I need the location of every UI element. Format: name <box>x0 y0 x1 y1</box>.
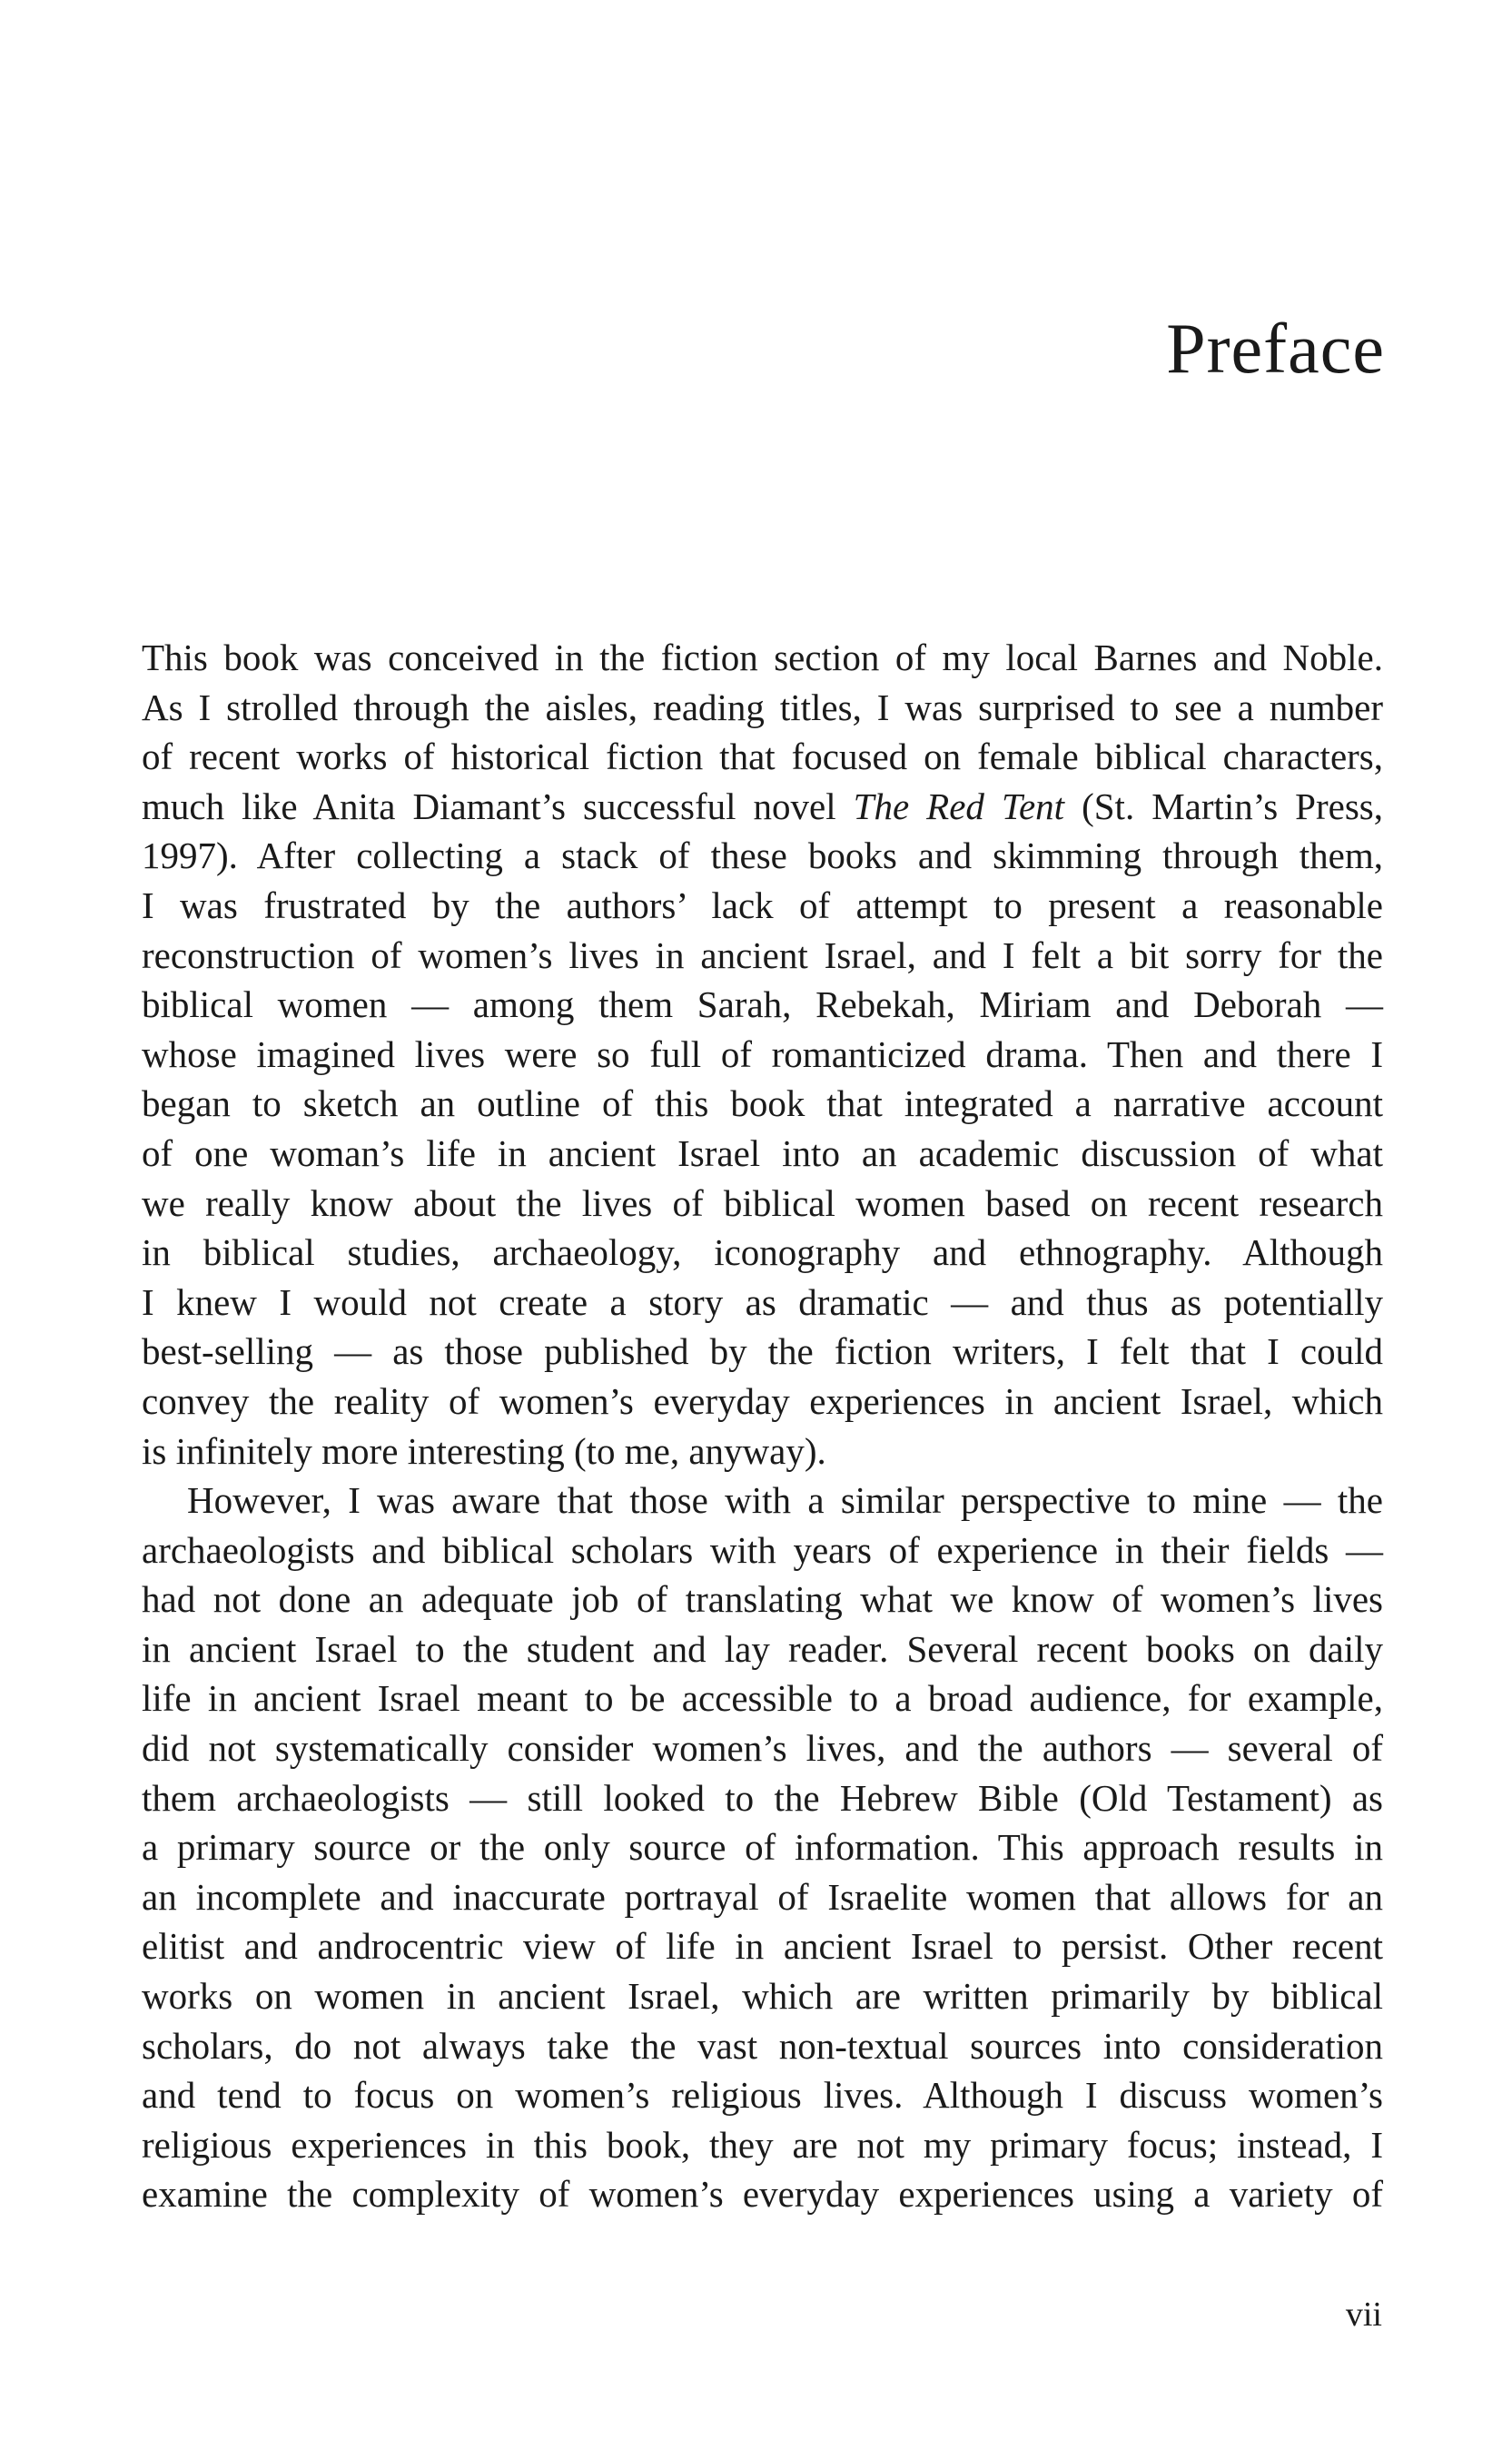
text-line: This book was conceived in the fiction section of my local Barnes and Noble. <box>142 637 1383 678</box>
text-run: (St. Martin’s Press, <box>1064 785 1383 827</box>
text-line: a primary source or the only source of information. This approach results in <box>142 1826 1383 1869</box>
text-line: whose imagined lives were so full of romanticized drama. Then and there I <box>142 1032 1383 1075</box>
text-line: biblical women — among them Sarah, Rebekah, Miriam and Deborah — <box>142 983 1383 1026</box>
text-line: began to sketch an outline of this book that integrated a narrative account <box>142 1082 1383 1125</box>
text-line: best-selling — as those published by the fiction writers, I felt that I could <box>142 1330 1383 1373</box>
text-line: them archaeologists — still looked to the Hebrew Bible (Old Testament) as <box>142 1776 1383 1819</box>
text-line: life in ancient Israel meant to be accessible to a broad audience, for example, <box>142 1677 1383 1720</box>
paragraph-1 <box>142 633 1383 1476</box>
text-line: in ancient Israel to the student and lay reader. Several recent books on daily <box>142 1627 1383 1670</box>
text-line: is infinitely more interesting (to me, anyway). <box>142 1429 826 1472</box>
text-line: had not done an adequate job of translating what we know of women’s lives <box>142 1578 1383 1621</box>
body-text <box>142 633 1383 2219</box>
text-line: did not systematically consider women’s lives, and the authors — several of <box>142 1727 1383 1770</box>
text-line: scholars, do not always take the vast non-textual sources into consideration <box>142 2024 1383 2067</box>
text-line: I was frustrated by the authors’ lack of attempt to present a reasonable <box>142 884 1383 926</box>
text-line <box>142 782 1383 832</box>
text-line: works on women in ancient Israel, which are written primarily by biblical <box>142 1975 1383 2018</box>
page-number: vii <box>1345 2296 1382 2334</box>
text-run: much like Anita Diamant’s successful novel <box>142 785 854 827</box>
text-line: of one woman’s life in ancient Israel into an academic discussion of what <box>142 1131 1383 1174</box>
text-line: an incomplete and inaccurate portrayal of Israelite women that allows for an <box>142 1875 1383 1918</box>
text-line: in biblical studies, archaeology, iconography and ethnography. Although <box>142 1231 1383 1274</box>
text-line: As I strolled through the aisles, reading titles, I was surprised to see a number <box>142 686 1383 728</box>
text-line: we really know about the lives of biblical women based on recent research <box>142 1181 1383 1224</box>
text-line: However, I was aware that those with a similar perspective to mine — the <box>187 1479 1383 1522</box>
text-line: archaeologists and biblical scholars with years of experience in their fields — <box>142 1528 1383 1571</box>
paragraph-2 <box>142 1476 1383 2219</box>
text-line: examine the complexity of women’s everyday experiences using a variety of <box>142 2173 1383 2216</box>
book-title-italic: The Red Tent <box>853 785 1065 827</box>
text-line: convey the reality of women’s everyday experiences in ancient Israel, which <box>142 1379 1383 1422</box>
text-line: religious experiences in this book, they are not my primary focus; instead, I <box>142 2123 1383 2166</box>
text-line: 1997). After collecting a stack of these books and skimming through them, <box>142 834 1383 877</box>
text-line: of recent works of historical fiction that focused on female biblical characters, <box>142 736 1383 778</box>
text-line: elitist and androcentric view of life in ancient Israel to persist. Other recent <box>142 1925 1383 1968</box>
text-line: and tend to focus on women’s religious lives. Although I discuss women’s <box>142 2074 1383 2117</box>
text-line: reconstruction of women’s lives in ancient Israel, and I felt a bit sorry for the <box>142 933 1383 976</box>
page-title: Preface <box>1166 309 1385 388</box>
text-line: I knew I would not create a story as dramatic — and thus as potentially <box>142 1280 1383 1323</box>
